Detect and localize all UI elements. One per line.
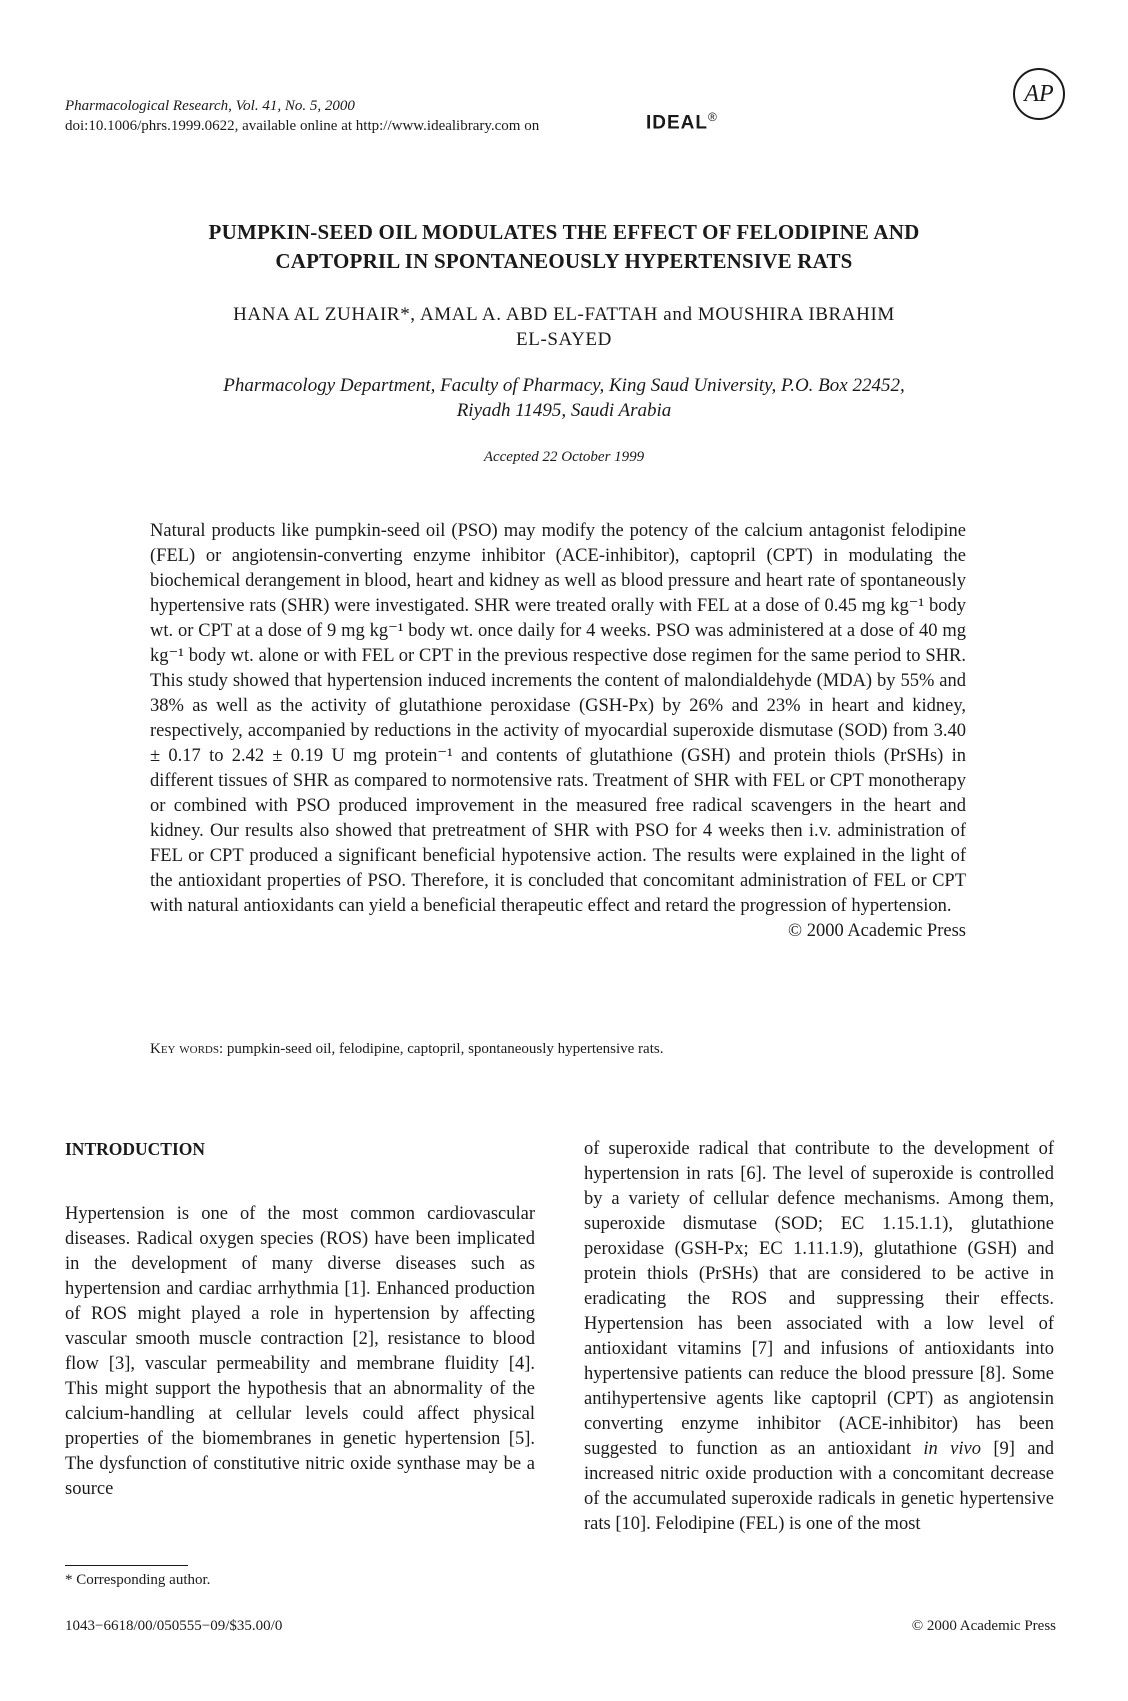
footnote: * Corresponding author. [65,1572,211,1588]
footer-copyright: © 2000 Academic Press [911,1618,1056,1634]
abstract-copyright: © 2000 Academic Press [788,921,966,941]
introduction-paragraph-left: Hypertension is one of the most common cardiovascular diseases. Radical oxygen species (ROS) have been implicated in the development of many diverse diseases such as hypertension and cardiac arrhythmia [1]. Enhanced production of ROS might played a role in hypertension by affecting vascular smooth muscle contraction [2], resistance to blood flow [3], vascular permeability and membrane fluidity [4]. This might support the hypothesis that an abnormality of the calcium-handling at cellular levels could affect physical properties of the biomembranes in genetic hypertension [5]. The dysfunction of constitutive nitric oxide synthase may be a source [65,1204,535,1499]
doi-line[interactable]: doi:10.1006/phrs.1999.0622, available online at http://www.idealibrary.com on [65,118,540,134]
title-line-2: CAPTOPRIL IN SPONTANEOUSLY HYPERTENSIVE RATS [275,249,853,273]
introduction-heading: INTRODUCTION [65,1139,206,1159]
journal-citation: Pharmacological Research, Vol. 41, No. 5, 2000 [65,98,355,114]
left-column [65,1137,535,1502]
ideal-logo [646,110,718,134]
article-title [60,218,1068,276]
abstract [150,519,966,944]
in-vivo-term: in vivo [923,1439,981,1459]
right-column [584,1137,1054,1537]
title-line-1: PUMPKIN-SEED OIL MODULATES THE EFFECT OF FELODIPINE AND [208,220,920,244]
authors [60,302,1068,352]
keywords-text: pumpkin-seed oil, felodipine, captopril, spontaneously hypertensive rats. [226,1041,664,1057]
affiliation-line-2: Riyadh 11495, Saudi Arabia [456,400,672,421]
ideal-logo-text: IDEAL [646,112,708,134]
keywords-label: Key words: [150,1041,224,1057]
footer-issn: 1043−6618/00/050555−09/$35.00/0 [65,1618,283,1634]
affiliation-line-1: Pharmacology Department, Faculty of Pharmacy, King Saud University, P.O. Box 22452, [223,375,905,396]
footnote-divider [65,1565,188,1566]
introduction-paragraph-right [584,1137,1054,1537]
right-text-part-a: of superoxide radical that contribute to the development of hypertension in rats [6]. The level of superoxide is controlled by a variety of cellular defence mechanisms. Among them, superoxide dismutase (SOD; EC 1.15.1.1), glutathione peroxidase (GSH-Px; EC 1.11.1.9), glutathione (GSH) and protein thiols (PrSHs) that are considered to be active in eradicating the ROS and suppressing their effects. Hypertension has been associated with a low level of antioxidant vitamins [7] and infusions of antioxidants into hypertensive patients can reduce the blood pressure [8]. Some antihypertensive agents like captopril (CPT) as angiotensin converting enzyme inhibitor (ACE-inhibitor) has been suggested to function as an antioxidant [584,1139,1054,1459]
right-text-part-b: [9] and increased nitric oxide production with a concomitant decrease of the accumulated superoxide radicals in genetic hypertensive rats [10]. Felodipine (FEL) is one of the most [584,1439,1055,1534]
keywords [150,1041,663,1058]
registered-mark: ® [708,110,718,124]
authors-line-1: HANA AL ZUHAIR*, AMAL A. ABD EL-FATTAH and MOUSHIRA IBRAHIM [233,304,895,325]
authors-line-2: EL-SAYED [516,329,612,350]
abstract-text: Natural products like pumpkin-seed oil (PSO) may modify the potency of the calcium antagonist felodipine (FEL) or angiotensin-converting enzyme inhibitor (ACE-inhibitor), captopril (CPT) in modulating the biochemical derangement in blood, heart and kidney as well as blood pressure and heart rate of spontaneously hypertensive rats (SHR) were investigated. SHR were treated orally with FEL at a dose of 0.45 mg kg⁻¹ body wt. or CPT at a dose of 9 mg kg⁻¹ body wt. once daily for 4 weeks. PSO was administered at a dose of 40 mg kg⁻¹ body wt. alone or with FEL or CPT in the previous respective dose regimen for the same period to SHR. This study showed that hypertension induced increments the content of malondialdehyde (MDA) by 55% and 38% as well as the activity of glutathione peroxidase (GSH-Px) by 26% and 23% in heart and kidney, respectively, accompanied by reductions in the activity of myocardial superoxide dismutase (SOD) from 3.40 ± 0.17 to 2.42 ± 0.19 U mg protein⁻¹ and contents of glutathione (GSH) and protein thiols (PrSHs) in different tissues of SHR as compared to normotensive rats. Treatment of SHR with FEL or CPT monotherapy or combined with PSO produced improvement in the measured free radical scavengers in the heart and kidney. Our results also showed that pretreatment of SHR with PSO for 4 weeks then i.v. administration of FEL or CPT produced a significant beneficial hypotensive action. The results were explained in the light of the antioxidant properties of PSO. Therefore, it is concluded that concomitant administration of FEL or CPT with natural antioxidants can yield a beneficial therapeutic effect and retard the progression of hypertension. [150,521,966,916]
publisher-logo-icon: AP [1013,68,1065,120]
affiliation [60,373,1068,423]
accepted-date: Accepted 22 October 1999 [483,449,645,465]
